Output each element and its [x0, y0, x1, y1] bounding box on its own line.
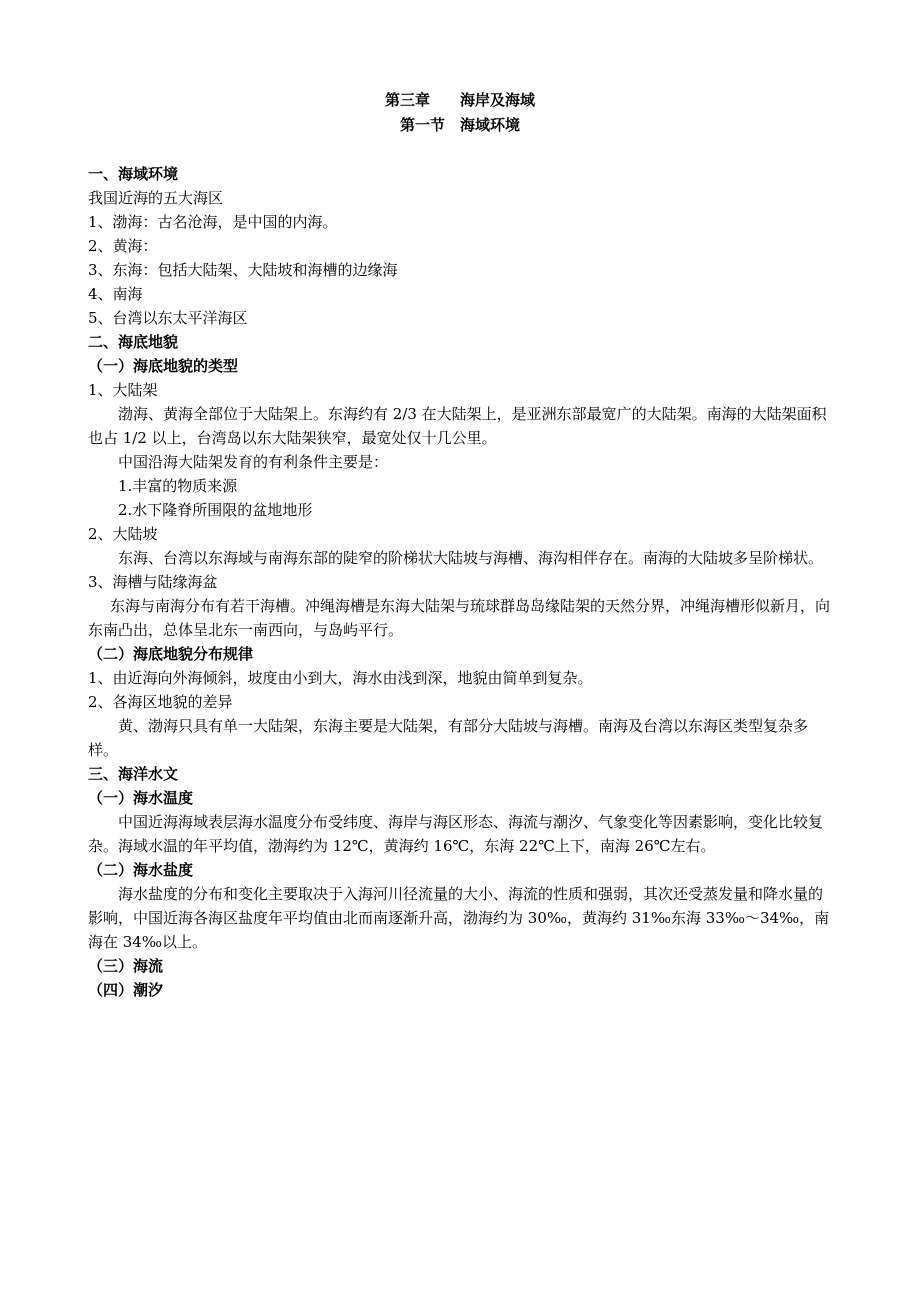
list-item: 1.丰富的物质来源	[118, 477, 238, 495]
heading-sea-environment: 一、海域环境	[88, 165, 179, 183]
document-body	[88, 162, 833, 1002]
subheading-ocean-currents: （三）海流	[88, 957, 164, 975]
subheading-landform-types: （一）海底地貌的类型	[88, 357, 239, 375]
section-title: 第一节 海域环境	[399, 116, 520, 134]
chapter-title: 第三章 海岸及海域	[384, 91, 535, 109]
paragraph: 东海、台湾以东海域与南海东部的陡窄的阶梯状大陆坡与海槽、海沟相伴存在。南海的大陆坡多呈阶梯状。	[118, 549, 824, 567]
list-item: 5、台湾以东太平洋海区	[88, 309, 248, 327]
subheading-water-temperature: （一）海水温度	[88, 789, 194, 807]
list-item: 1、渤海：古名沧海，是中国的内海。	[88, 213, 338, 231]
list-item: 2.水下隆脊所围限的盆地地形	[118, 501, 313, 519]
list-item: 3、东海：包括大陆架、大陆坡和海槽的边缘海	[88, 261, 398, 279]
paragraph: 渤海、黄海全部位于大陆架上。东海约有 2/3 在大陆架上，是亚洲东部最宽广的大陆架。南海的大陆架面积也占 1/2 以上，台湾岛以东大陆架狭窄，最宽处仅十几公里。	[88, 405, 827, 447]
subheading-distribution-rules: （二）海底地貌分布规律	[88, 645, 254, 663]
list-item: 2、黄海：	[88, 237, 158, 255]
heading-seabed-landform: 二、海底地貌	[88, 333, 179, 351]
subheading-tides: （四）潮汐	[88, 981, 164, 999]
paragraph: 中国沿海大陆架发育的有利条件主要是：	[118, 453, 389, 471]
subheading-salinity: （二）海水盐度	[88, 861, 194, 879]
paragraph: 海水盐度的分布和变化主要取决于入海河川径流量的大小、海流的性质和强弱，其次还受蒸发量和降水量的影响，中国近海各海区盐度年平均值由北而南逐渐升高，渤海约为 30‰，黄海约 31‰东海 33‰～34‰，南海在 34‰以上。	[88, 885, 830, 951]
list-item: 4、南海	[88, 285, 143, 303]
paragraph: 黄、渤海只具有单一大陆架，东海主要是大陆架，有部分大陆坡与海槽。南海及台湾以东海区类型复杂多样。	[88, 717, 809, 759]
paragraph: 东海与南海分布有若干海槽。冲绳海槽是东海大陆架与琉球群岛岛缘陆架的天然分界，冲绳海槽形似新月，向东南凸出，总体呈北东一南西向，与岛屿平行。	[88, 597, 831, 639]
list-item: 1、由近海向外海倾斜，坡度由小到大，海水由浅到深，地貌由简单到复杂。	[88, 669, 593, 687]
heading-ocean-hydrology: 三、海洋水文	[88, 765, 179, 783]
list-item: 2、各海区地貌的差异	[88, 693, 233, 711]
list-item: 3、海槽与陆缘海盆	[88, 573, 218, 591]
text-line: 我国近海的五大海区	[88, 189, 224, 207]
paragraph: 中国近海海域表层海水温度分布受纬度、海岸与海区形态、海流与潮汐、气象变化等因素影响，变化比较复杂。海域水温的年平均值，渤海约为 12℃，黄海约 16℃，东海 22℃上下，南海 26℃左右。	[88, 813, 824, 855]
list-item: 1、大陆架	[88, 381, 158, 399]
list-item: 2、大陆坡	[88, 525, 158, 543]
